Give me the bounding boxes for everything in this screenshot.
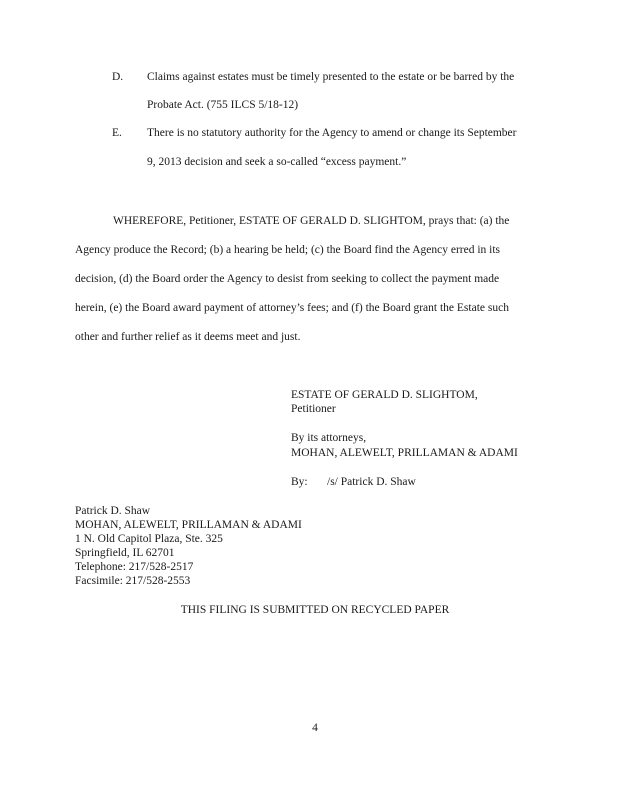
contact-facsimile: Facsimile: 217/528-2553 bbox=[75, 575, 191, 587]
signature-by-label: By: bbox=[291, 476, 308, 488]
signature-by-attorneys: By its attorneys, bbox=[291, 432, 367, 444]
contact-firm: MOHAN, ALEWELT, PRILLAMAN & ADAMI bbox=[75, 519, 302, 531]
signature-party: ESTATE OF GERALD D. SLIGHTOM, bbox=[291, 389, 478, 401]
wherefore-line-5: other and further relief as it deems meet and just. bbox=[75, 331, 301, 343]
signature-firm: MOHAN, ALEWELT, PRILLAMAN & ADAMI bbox=[291, 447, 518, 459]
wherefore-line-2: Agency produce the Record; (b) a hearing be held; (c) the Board find the Agency erred in its bbox=[75, 244, 501, 256]
item-e-line-1: There is no statutory authority for the Agency to amend or change its September bbox=[147, 127, 517, 139]
recycled-paper-notice: THIS FILING IS SUBMITTED ON RECYCLED PAPER bbox=[180, 604, 450, 616]
contact-address: 1 N. Old Capitol Plaza, Ste. 325 bbox=[75, 533, 223, 545]
item-e-line-2: 9, 2013 decision and seek a so-called “excess payment.” bbox=[147, 156, 407, 168]
contact-city: Springfield, IL 62701 bbox=[75, 547, 175, 559]
signature-role: Petitioner bbox=[291, 403, 336, 415]
item-d-line-2: Probate Act. (755 ILCS 5/18-12) bbox=[147, 99, 299, 111]
item-e-letter: E. bbox=[112, 127, 122, 139]
page-number: 4 bbox=[312, 722, 318, 734]
wherefore-line-4: herein, (e) the Board award payment of attorney’s fees; and (f) the Board grant the Estate such bbox=[75, 302, 509, 314]
signature-signed: /s/ Patrick D. Shaw bbox=[327, 476, 416, 488]
contact-name: Patrick D. Shaw bbox=[75, 505, 151, 517]
item-d-line-1: Claims against estates must be timely presented to the estate or be barred by the bbox=[147, 71, 515, 83]
contact-telephone: Telephone: 217/528-2517 bbox=[75, 561, 194, 573]
item-d-letter: D. bbox=[112, 71, 124, 83]
wherefore-line-3: decision, (d) the Board order the Agency to desist from seeking to collect the payment made bbox=[75, 273, 500, 285]
wherefore-line-1: WHEREFORE, Petitioner, ESTATE OF GERALD D. SLIGHTOM, prays that: (a) the bbox=[113, 215, 510, 227]
